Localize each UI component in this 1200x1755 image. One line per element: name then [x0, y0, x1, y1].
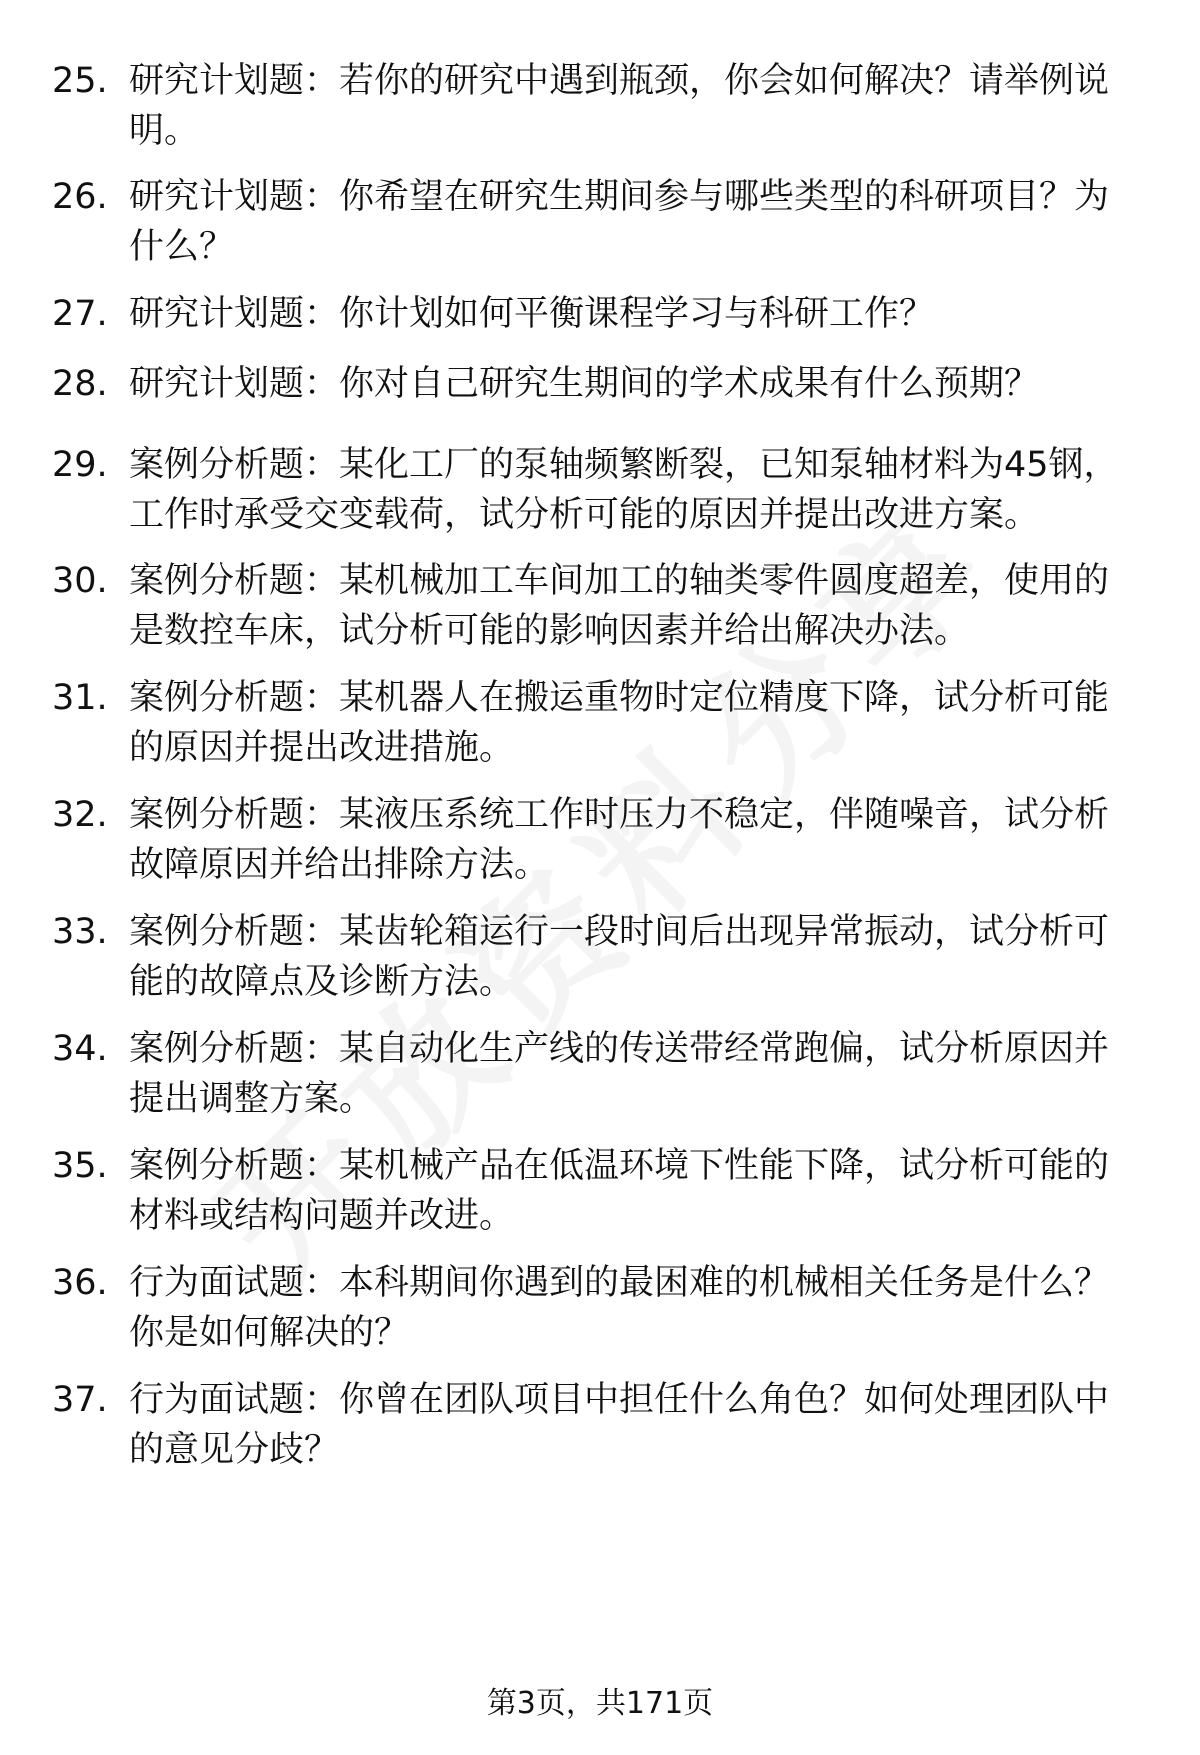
question-text: 行为面试题：本科期间你遇到的最困难的机械相关任务是什么？你是如何解决的？ [129, 1263, 1110, 1353]
question-text: 案例分析题：某液压系统工作时压力不稳定，伴随噪音，试分析故障原因并给出排除方法。 [129, 795, 1110, 885]
question-number: 31. [52, 678, 108, 718]
question-number: 30. [52, 561, 108, 601]
question-text: 案例分析题：某化工厂的泵轴频繁断裂，已知泵轴材料为45钢，工作时承受交变载荷，试分析可能的原因并提出改进方案。 [129, 445, 1119, 535]
page-footer: 第3页，共171页 [486, 1686, 714, 1721]
question-text: 案例分析题：某机械产品在低温环境下性能下降，试分析可能的材料或结构问题并改进。 [129, 1146, 1110, 1236]
question-text: 研究计划题：你计划如何平衡课程学习与科研工作？ [129, 294, 935, 334]
question-text: 行为面试题：你曾在团队项目中担任什么角色？如何处理团队中的意见分歧？ [129, 1380, 1110, 1470]
question-text: 案例分析题：某机器人在搬运重物时定位精度下降，试分析可能的原因并提出改进措施。 [129, 678, 1110, 768]
question-number: 28. [52, 364, 108, 404]
question-number: 26. [52, 177, 108, 217]
question-number: 36. [52, 1263, 108, 1303]
question-text: 研究计划题：若你的研究中遇到瓶颈，你会如何解决？请举例说明。 [129, 61, 1110, 151]
question-number: 29. [52, 445, 108, 485]
question-text: 研究计划题：你希望在研究生期间参与哪些类型的科研项目？为什么？ [129, 177, 1110, 267]
question-text: 案例分析题：某齿轮箱运行一段时间后出现异常振动，试分析可能的故障点及诊断方法。 [129, 912, 1110, 1002]
question-number: 33. [52, 912, 108, 952]
question-text: 研究计划题：你对自己研究生期间的学术成果有什么预期？ [129, 364, 1040, 404]
question-number: 37. [52, 1380, 108, 1420]
question-text: 案例分析题：某自动化生产线的传送带经常跑偏，试分析原因并提出调整方案。 [129, 1029, 1110, 1119]
question-number: 32. [52, 795, 108, 835]
question-number: 34. [52, 1029, 108, 1069]
question-number: 25. [52, 61, 108, 101]
question-text: 案例分析题：某机械加工车间加工的轴类零件圆度超差，使用的是数控车床，试分析可能的影响因素并给出解决办法。 [129, 561, 1110, 651]
question-number: 27. [52, 294, 108, 334]
question-number: 35. [52, 1146, 108, 1186]
